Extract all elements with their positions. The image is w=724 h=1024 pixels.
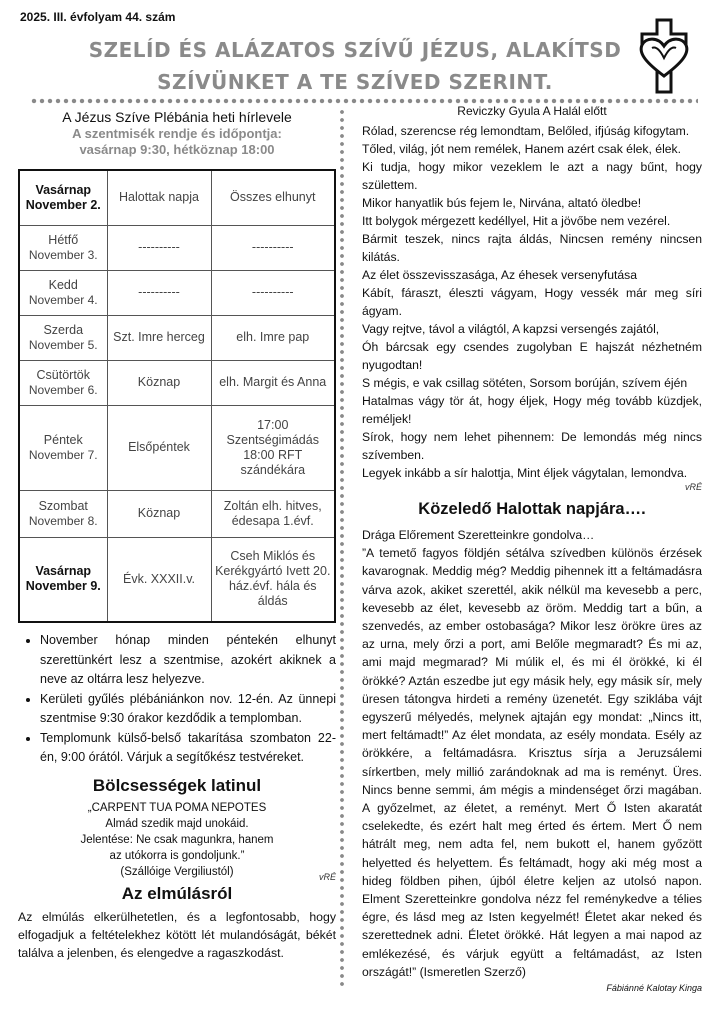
day-cell: Szombat November 8. (19, 490, 107, 537)
occasion-cell: Köznap (107, 360, 211, 405)
intention-cell: Zoltán elh. hitves, édesapa 1.évf. (211, 490, 335, 537)
intention-cell: elh. Margit és Anna (211, 360, 335, 405)
poem-body (362, 122, 702, 482)
intention-cell: Cseh Miklós és Kerékgyártó Ivett 20. ház.évf. hála és áldás (211, 537, 335, 622)
occasion-cell: Köznap (107, 490, 211, 537)
poem-line: Kábít, fáraszt, éleszti vágyam, Hogy vessék már meg síri ágyam. (362, 286, 702, 318)
parish-title: A Jézus Szíve Plébánia heti hírlevele (62, 109, 292, 125)
occasion-cell: Halottak napja (107, 170, 211, 225)
table-row (19, 360, 335, 405)
article-author: Fábiánné Kalotay Kinga (606, 983, 702, 994)
transience-title: Az elmúlásról (121, 883, 233, 903)
poem-line: Bármit teszek, nincs rajta áldás, Nincsen remény nincsen kilátás. (362, 232, 702, 264)
poem-line: Vagy rejtve, távol a világtól, A kapzsi versengés zajától, (362, 322, 660, 336)
headline-line-1: SZELÍD ÉS ALÁZATOS SZÍVŰ JÉZUS, ALAKÍTSD (88, 38, 622, 62)
list-item: • Templomunk külső-belső takarítása szombaton 22-én, 9:00 órától. Várjuk a segítőkész testvéreket. (40, 729, 336, 768)
announcements-list (18, 631, 336, 768)
poem-line: Mikor hanyatlik bús fejem le, Nirvána, altató öledbe! (362, 196, 642, 210)
table-row (19, 225, 335, 270)
poem-line: Az élet összevisszasága, Az éhesek versenyfutása (362, 268, 638, 282)
occasion-cell: ---------- (107, 270, 211, 315)
day-cell: Vasárnap November 9. (19, 537, 107, 622)
sacred-heart-cross-icon (628, 18, 700, 94)
occasion-cell: ---------- (107, 225, 211, 270)
intention-cell: ---------- (211, 225, 335, 270)
wisdom-title: Bölcsességek latinul (92, 775, 262, 795)
poem-line: Tőled, világ, jót nem remélek, Hanem azért csak élek, élek. (362, 142, 682, 156)
day-cell: Kedd November 4. (19, 270, 107, 315)
right-column (362, 104, 702, 993)
day-cell: Vasárnap November 2. (19, 170, 107, 225)
article-title: Közeledő Halottak napjára…. (418, 500, 646, 518)
latin-quote: „CARPENT TUA POMA NEPOTES Almád szedik majd unokáid. Jelentése: Ne csak magunkra, hanem az utókorra is gondoljunk.” (Szállóige Vergiliustól) (80, 801, 274, 878)
day-cell: Szerda November 5. (19, 315, 107, 360)
occasion-cell: Elsőpéntek (107, 405, 211, 490)
list-item: • Kerületi gyűlés plébániánkon nov. 12-én. Az ünnepi szentmise 9:30 órakor kezdődik a templomban. (40, 690, 336, 729)
poem-line: Óh bárcsak egy csendes zugolyban E hajszát nézhetném nyugodtan! (362, 340, 702, 372)
poem-signature: vRÉ (684, 482, 702, 492)
column-divider (339, 108, 345, 988)
left-column (18, 109, 336, 962)
intention-cell: elh. Imre pap (211, 315, 335, 360)
day-cell: Péntek November 7. (19, 405, 107, 490)
table-row (19, 490, 335, 537)
intention-cell: Összes elhunyt (211, 170, 335, 225)
mass-schedule-table (18, 169, 336, 623)
newsletter-headline (85, 34, 625, 98)
poem-title: Reviczky Gyula A Halál előtt (457, 104, 607, 118)
poem-line: Sírok, hogy nem lehet pihennem: De lemondás még nincs szívemben. (362, 430, 702, 462)
table-row (19, 405, 335, 490)
occasion-cell: Évk. XXXII.v. (107, 537, 211, 622)
transience-text: Az elmúlás elkerülhetetlen, és a legfontosabb, hogy elfogadjuk a feltételekhez kötött lét mulandóságát, békét találva a jelenben, és elengedve a ragaszkodást. (18, 909, 336, 960)
poem-line: Itt bolygok mérgezett kedéllyel, Hit a jövőbe nem vezérel. (362, 214, 671, 228)
intention-cell: ---------- (211, 270, 335, 315)
table-row (19, 537, 335, 622)
wisdom-signature: vRÉ (318, 871, 336, 882)
intention-cell: 17:00 Szentségimádás 18:00 RFT szándékára (211, 405, 335, 490)
table-row (19, 170, 335, 225)
mass-order-heading: A szentmisék rendje és időpontja: (72, 126, 282, 141)
day-cell: Csütörtök November 6. (19, 360, 107, 405)
poem-line: Ki tudja, hogy mikor vezeklem le azt a nagy bűnt, hogy születtem. (362, 160, 702, 192)
table-row (19, 315, 335, 360)
list-item: • November hónap minden péntekén elhunyt szerettünkért lesz a szentmise, azokért akiknek a neve az oltárra lesz helyezve. (40, 631, 336, 690)
poem-line: Legyek inkább a sír halottja, Mint éljek vágytalan, lemondva. (362, 466, 688, 480)
table-row (19, 270, 335, 315)
day-cell: Hétfő November 3. (19, 225, 107, 270)
issue-number: 2025. III. évfolyam 44. szám (20, 10, 176, 24)
article-intro: Drága Előrement Szeretteinkre gondolva… (362, 528, 595, 542)
occasion-cell: Szt. Imre herceg (107, 315, 211, 360)
poem-line: Rólad, szerencse rég lemondtam, Belőled, ifjúság kifogytam. (362, 124, 690, 138)
headline-line-2: SZÍVÜNKET A TE SZÍVED SZERINT. (157, 70, 553, 94)
poem-line: Hatalmas vágy tör át, hogy éljek, Hogy még tovább küzdjek, reméljek! (362, 394, 702, 426)
poem-line: S mégis, e vak csillag sötéten, Sorsom borúján, szívem éjén (362, 376, 688, 390)
article-body: ”A temető fagyos földjén sétálva szívedben különös érzések kavarognak. Meddig még? Meddig pihennek itt a feltámadásra várva azok, akiket szerettél, akik nélkül ma kevesebb a perc, kevesebb az élet, kevesebb az öröm. Meddig tart a bűn, a szenvedés, az ember ostobasága? Mikor lesz örökre üres az az urna, mely őrzi a port, ami Belőle megmaradt? És mi az, ami majd megmarad? Mi múlik el, és mi él örökké, ki él örökké? Aztán eszedbe jut egy másik hely, egy másik sír, mely üresen tátongva hirdeti a remény üzenetét. Egy sziklába vájt egyszerű mélyedés, melynek ajtaján egy mondat: „Nincs itt, mert feltámadt!” Az élet mondata, az esély mondata. Esély az örökkére, a feltámadásra. Krisztus sírja a Jeruzsálemi sírkertben, mely millió zarándoknak ad ma is reményt. Üres. Nincs benne semmi, ám mégis a mindenséget őrzi magában. A győzelmet, az életet, a reményt. Mert Ő Isten akaratát cselekedte, és ezért halt meg érted és értem. Mert Ő nem hátrált meg, nem adta fel, nem bukott el, hanem győzött helyetted és helyettem. És feltámadt, hogy aki még most a hideg földben pihen, újból életre keljen az utolsó napon. Elment Szeretteinkre gondolva nézz fel reménykedve a télies égre, és lásd meg az Isten kegyelmét! Életet akar neked és szerettednek adni. Életet örökké. Hát legyen a mai napod az emlékezésé, és várjuk együtt a feltámadást, az Isten országát!” (Ismeretlen Szerző) (362, 546, 702, 979)
mass-times: vasárnap 9:30, hétköznap 18:00 (79, 142, 275, 157)
